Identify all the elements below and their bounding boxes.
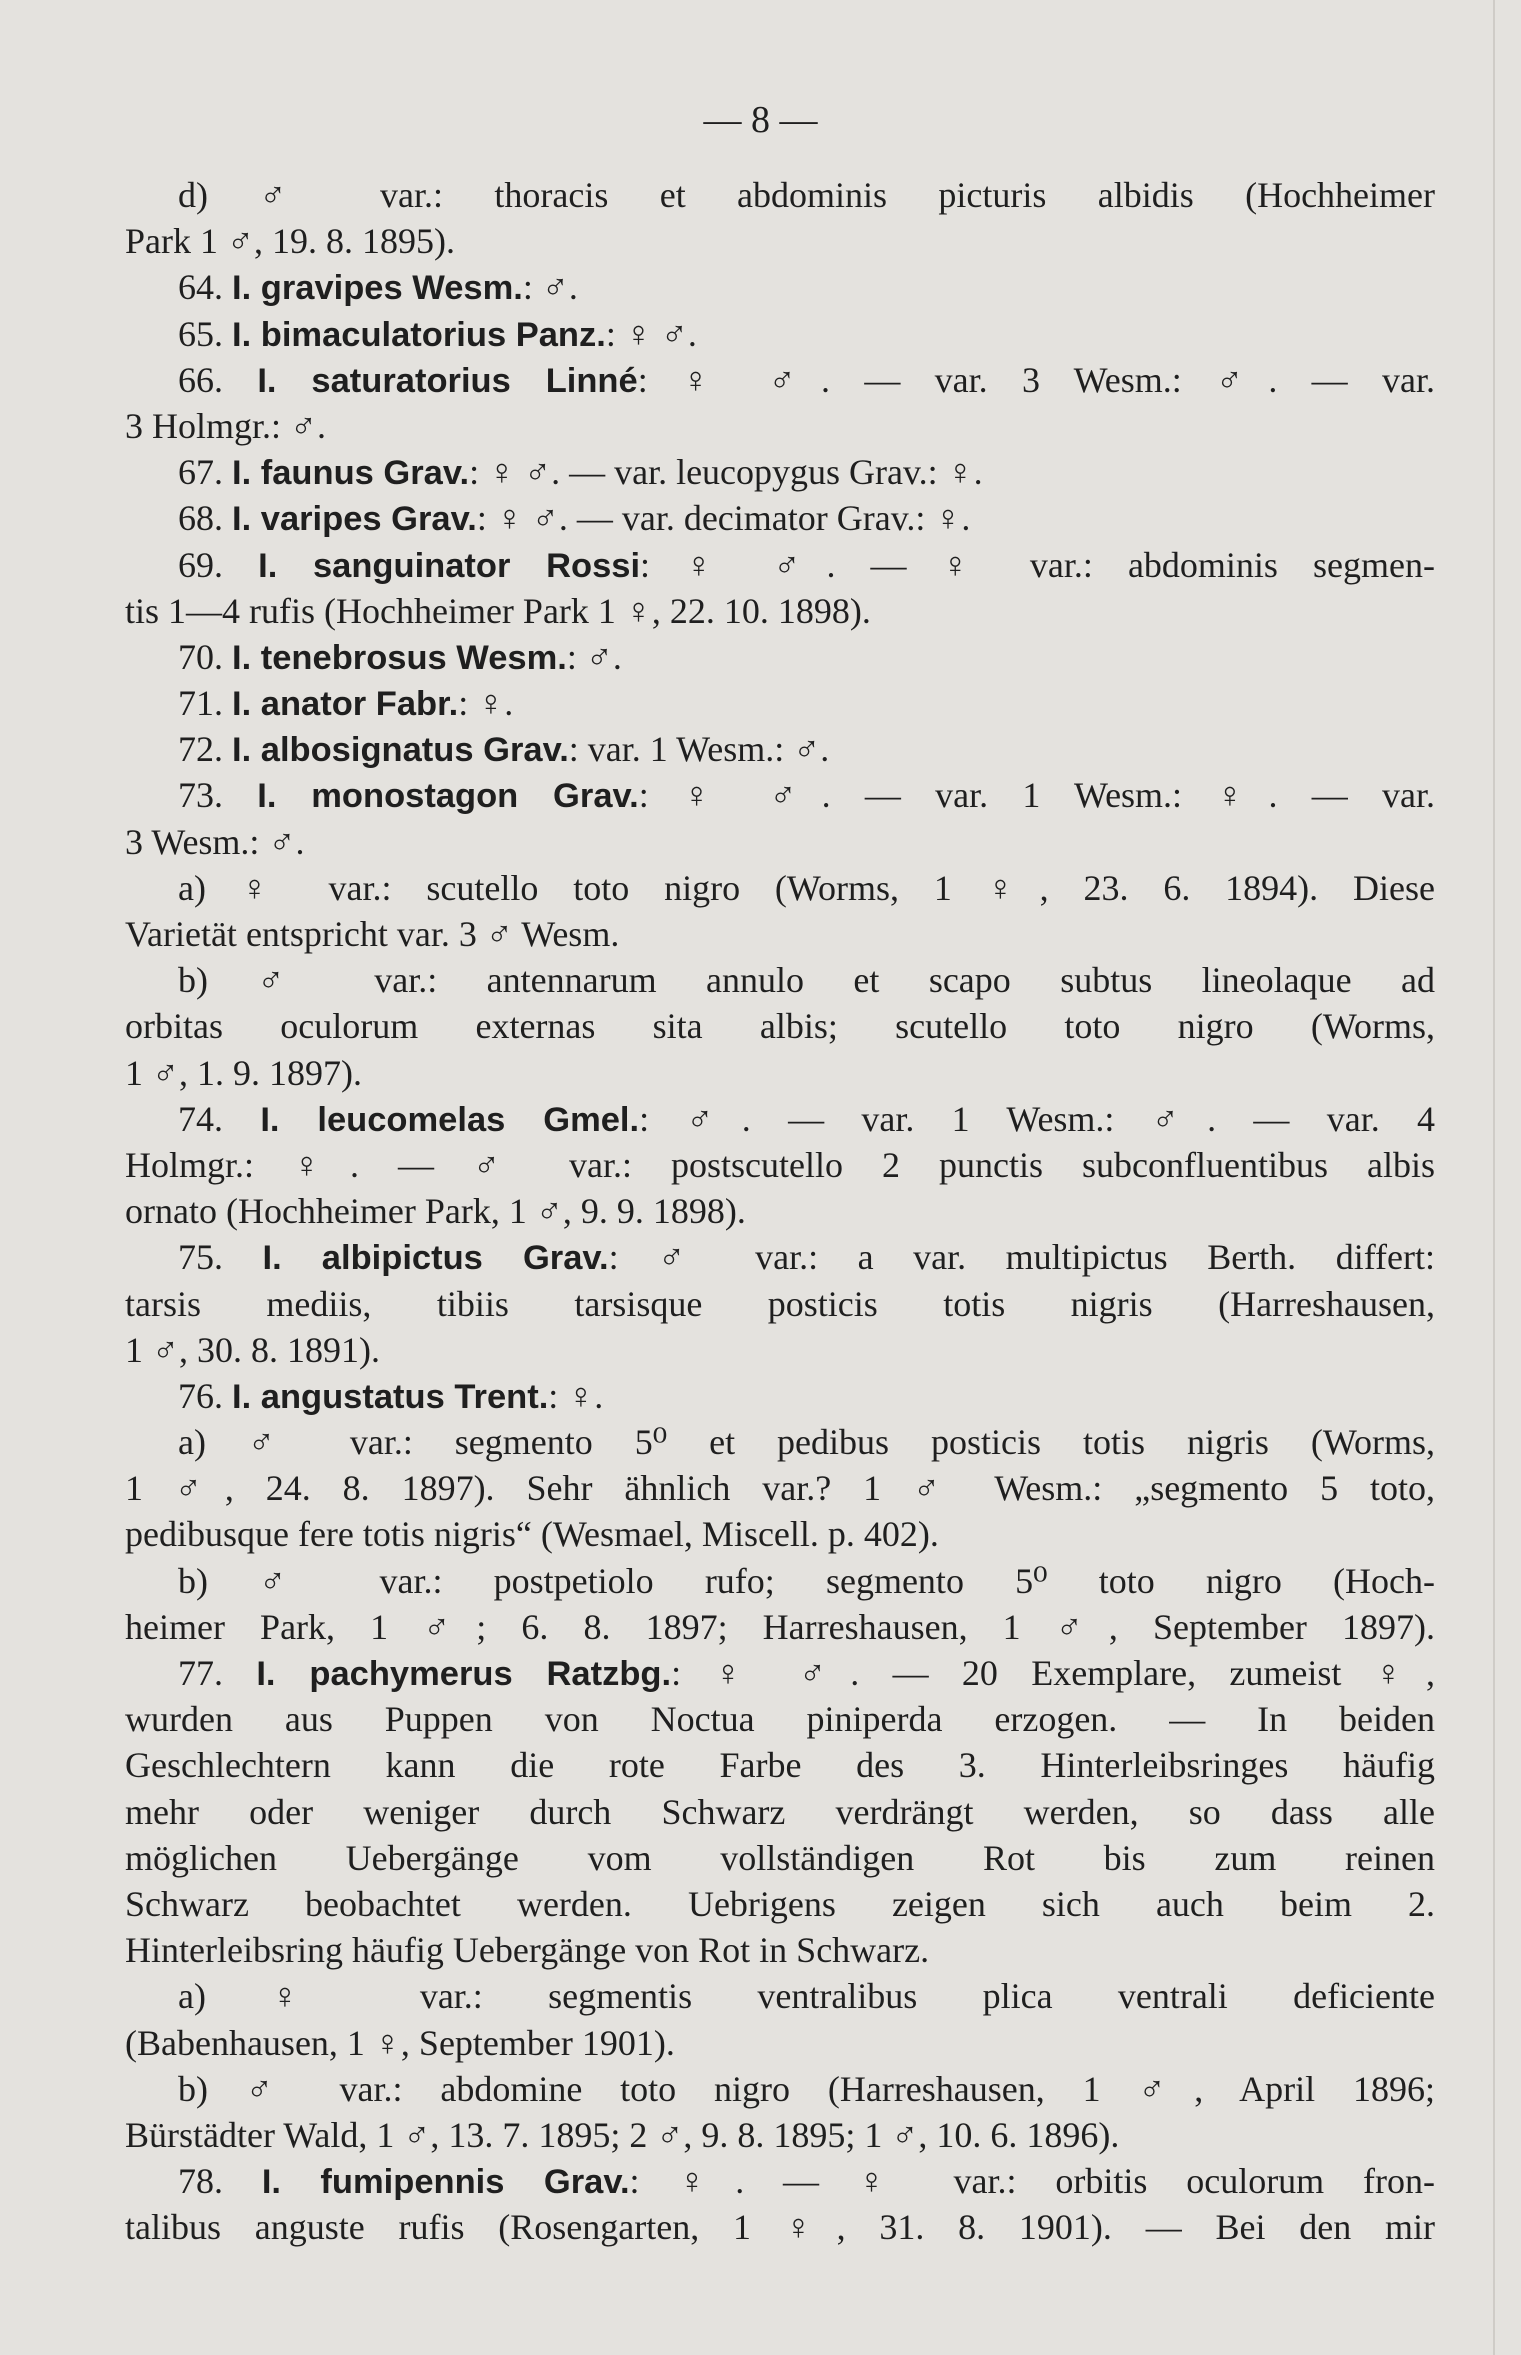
species-entry-line — [125, 449, 1435, 495]
line-text: talibus anguste rufis (Rosengarten, 1 ♀, 31. 8. 1901). — Bei den mir — [125, 2207, 1435, 2248]
text-line — [125, 2204, 1435, 2250]
entry-text: : ♀ ♂. — [605, 313, 697, 354]
species-entry-line — [125, 680, 1435, 726]
line-text: 1 ♂, 24. 8. 1897). Sehr ähnlich var.? 1 ♂ Wesm.: „segmento 5 toto, — [125, 1468, 1435, 1509]
entry-text: : ♂. — var. 1 Wesm.: ♂. — var. 4 — [639, 1098, 1436, 1139]
entry-number: 73. — [178, 775, 223, 816]
species-name: I. monostagon Grav. — [257, 777, 639, 816]
species-name: I. angustatus Trent. — [232, 1377, 549, 1416]
text-line — [125, 1281, 1435, 1327]
body-text — [125, 172, 1435, 2250]
species-name: I. albosignatus Grav. — [232, 731, 569, 770]
entry-text: : ♀ ♂. — var. 1 Wesm.: ♀. — var. — [638, 775, 1436, 816]
entry-number: 75. — [178, 1237, 223, 1278]
line-text: ornato (Hochheimer Park, 1 ♂, 9. 9. 1898). — [125, 1191, 746, 1232]
species-entry-line — [125, 311, 1435, 357]
species-entry-line — [125, 1650, 1435, 1696]
text-line — [125, 1927, 1435, 1973]
line-text: heimer Park, 1 ♂; 6. 8. 1897; Harreshausen, 1 ♂, September 1897). — [125, 1606, 1435, 1647]
text-line — [125, 1419, 1435, 1465]
species-entry-line — [125, 1096, 1435, 1142]
text-line — [125, 1050, 1435, 1096]
line-text: pedibusque fere totis nigris“ (Wesmael, Miscell. p. 402). — [125, 1514, 939, 1555]
line-text: a) ♀ var.: scutello toto nigro (Worms, 1 ♀, 23. 6. 1894). Diese — [178, 867, 1435, 908]
entry-number: 74. — [178, 1098, 223, 1139]
line-text: mehr oder weniger durch Schwarz verdrängt werden, so dass alle — [125, 1791, 1435, 1832]
text-line — [125, 1003, 1435, 1049]
species-name: I. anator Fabr. — [232, 685, 459, 724]
text-line — [125, 865, 1435, 911]
text-line — [125, 2020, 1435, 2066]
species-name: I. sanguinator Rossi — [258, 546, 641, 585]
text-line — [125, 588, 1435, 634]
line-text: d) ♂ var.: thoracis et abdominis picturis albidis (Hochheimer — [178, 175, 1435, 215]
line-text: Hinterleibsring häufig Uebergänge von Rot in Schwarz. — [125, 1930, 930, 1971]
entry-text: : ♂ var.: a var. multipictus Berth. differt: — [608, 1237, 1436, 1278]
species-name: I. leucomelas Gmel. — [260, 1100, 640, 1139]
species-entry-line — [125, 264, 1435, 310]
text-line — [125, 1696, 1435, 1742]
entry-number: 66. — [178, 359, 223, 400]
entry-number: 70. — [178, 636, 223, 677]
line-text: b) ♂ var.: antennarum annulo et scapo subtus lineolaque ad — [178, 960, 1435, 1001]
text-line — [125, 403, 1435, 449]
species-name: I. fumipennis Grav. — [261, 2163, 630, 2202]
line-text: tarsis mediis, tibiis tarsisque posticis totis nigris (Harreshausen, — [125, 1283, 1435, 1324]
entry-number: 67. — [178, 452, 223, 493]
line-text: Holmgr.: ♀. — ♂ var.: postscutello 2 punctis subconfluentibus albis — [125, 1144, 1435, 1185]
text-line — [125, 1511, 1435, 1557]
text-line — [125, 1327, 1435, 1373]
line-text: a) ♀ var.: segmentis ventralibus plica ventrali deficiente — [178, 1976, 1435, 2017]
text-line — [125, 819, 1435, 865]
line-text: 1 ♂, 1. 9. 1897). — [125, 1052, 362, 1093]
page-number: — 8 — — [703, 99, 818, 141]
text-line — [125, 1188, 1435, 1234]
entry-number: 69. — [178, 544, 223, 585]
species-entry-line — [125, 2158, 1435, 2204]
species-entry-line — [125, 772, 1435, 818]
entry-text: : ♀. — ♀ var.: orbitis oculorum fron- — [629, 2161, 1435, 2202]
text-line — [125, 957, 1435, 1003]
line-text: 3 Wesm.: ♂. — [125, 821, 305, 862]
text-line — [125, 1465, 1435, 1511]
species-name: I. bimaculatorius Panz. — [232, 315, 606, 354]
entry-text: : ♀. — [548, 1375, 604, 1416]
species-entry-line — [125, 1373, 1435, 1419]
entry-number: 68. — [178, 498, 223, 539]
entry-number: 64. — [178, 267, 223, 308]
entry-number: 71. — [178, 683, 223, 724]
entry-number: 77. — [178, 1653, 223, 1693]
entry-number: 72. — [178, 729, 223, 770]
text-line — [125, 2112, 1435, 2158]
species-name: I. gravipes Wesm. — [232, 269, 523, 308]
line-text: Park 1 ♂, 19. 8. 1895). — [125, 221, 455, 262]
entry-text: : ♀ ♂. — 20 Exemplare, zumeist ♀, — [671, 1653, 1435, 1693]
entry-text: : var. 1 Wesm.: ♂. — [568, 729, 830, 770]
species-name: I. varipes Grav. — [232, 500, 477, 539]
entry-text: : ♀ ♂. — var. decimator Grav.: ♀. — [476, 498, 971, 539]
text-line — [125, 1142, 1435, 1188]
entry-number: 78. — [178, 2161, 223, 2202]
line-text: b) ♂ var.: abdomine toto nigro (Harreshausen, 1 ♂, April 1896; — [178, 2068, 1435, 2109]
text-line — [125, 1558, 1435, 1604]
line-text: wurden aus Puppen von Noctua piniperda erzogen. — In beiden — [125, 1699, 1435, 1740]
line-text: orbitas oculorum externas sita albis; scutello toto nigro (Worms, — [125, 1006, 1435, 1047]
text-line — [125, 2066, 1435, 2112]
entry-number: 65. — [178, 313, 223, 354]
text-line — [125, 1835, 1435, 1881]
entry-text: : ♀. — [458, 683, 514, 724]
species-entry-line — [125, 726, 1435, 772]
species-entry-line — [125, 495, 1435, 541]
text-line — [125, 172, 1435, 218]
species-entry-line — [125, 542, 1435, 588]
entry-number: 76. — [178, 1375, 223, 1416]
text-line — [125, 911, 1435, 957]
text-line — [125, 1973, 1435, 2019]
line-text: (Babenhausen, 1 ♀, September 1901). — [125, 2022, 675, 2063]
text-line — [125, 218, 1435, 264]
line-text: 3 Holmgr.: ♂. — [125, 405, 327, 446]
entry-text: : ♂. — [566, 636, 622, 677]
line-text: 1 ♂, 30. 8. 1891). — [125, 1329, 380, 1370]
species-name: I. saturatorius Linné — [257, 361, 638, 400]
entry-text: : ♀ ♂. — var. leucopygus Grav.: ♀. — [469, 452, 983, 493]
species-name: I. pachymerus Ratzbg. — [256, 1655, 672, 1693]
line-text: Schwarz beobachtet werden. Uebrigens zeigen sich auch beim 2. — [125, 1883, 1435, 1924]
line-text: möglichen Uebergänge vom vollständigen Rot bis zum reinen — [125, 1837, 1435, 1878]
entry-text: : ♂. — [522, 267, 578, 308]
species-entry-line — [125, 634, 1435, 680]
species-name: I. faunus Grav. — [232, 454, 470, 493]
entry-text: : ♀ ♂. — var. 3 Wesm.: ♂. — var. — [637, 359, 1435, 400]
text-line — [125, 1742, 1435, 1788]
line-text: Varietät entspricht var. 3 ♂ Wesm. — [125, 914, 620, 954]
text-line — [125, 1604, 1435, 1650]
line-text: Geschlechtern kann die rote Farbe des 3. Hinterleibsringes häufig — [125, 1745, 1435, 1786]
text-line — [125, 1881, 1435, 1927]
line-text: b) ♂ var.: postpetiolo rufo; segmento 5⁰ toto nigro (Hoch- — [178, 1560, 1435, 1601]
text-line — [125, 1789, 1435, 1835]
line-text: Bürstädter Wald, 1 ♂, 13. 7. 1895; 2 ♂, 9. 8. 1895; 1 ♂, 10. 6. 1896). — [125, 2114, 1120, 2155]
line-text: tis 1—4 rufis (Hochheimer Park 1 ♀, 22. 10. 1898). — [125, 590, 871, 631]
species-name: I. tenebrosus Wesm. — [232, 638, 567, 677]
line-text: a) ♂ var.: segmento 5⁰ et pedibus posticis totis nigris (Worms, — [178, 1422, 1435, 1463]
species-entry-line — [125, 357, 1435, 403]
entry-text: : ♀ ♂. — ♀ var.: abdominis segmen- — [640, 544, 1436, 585]
species-entry-line — [125, 1234, 1435, 1280]
species-name: I. albipictus Grav. — [262, 1239, 609, 1278]
